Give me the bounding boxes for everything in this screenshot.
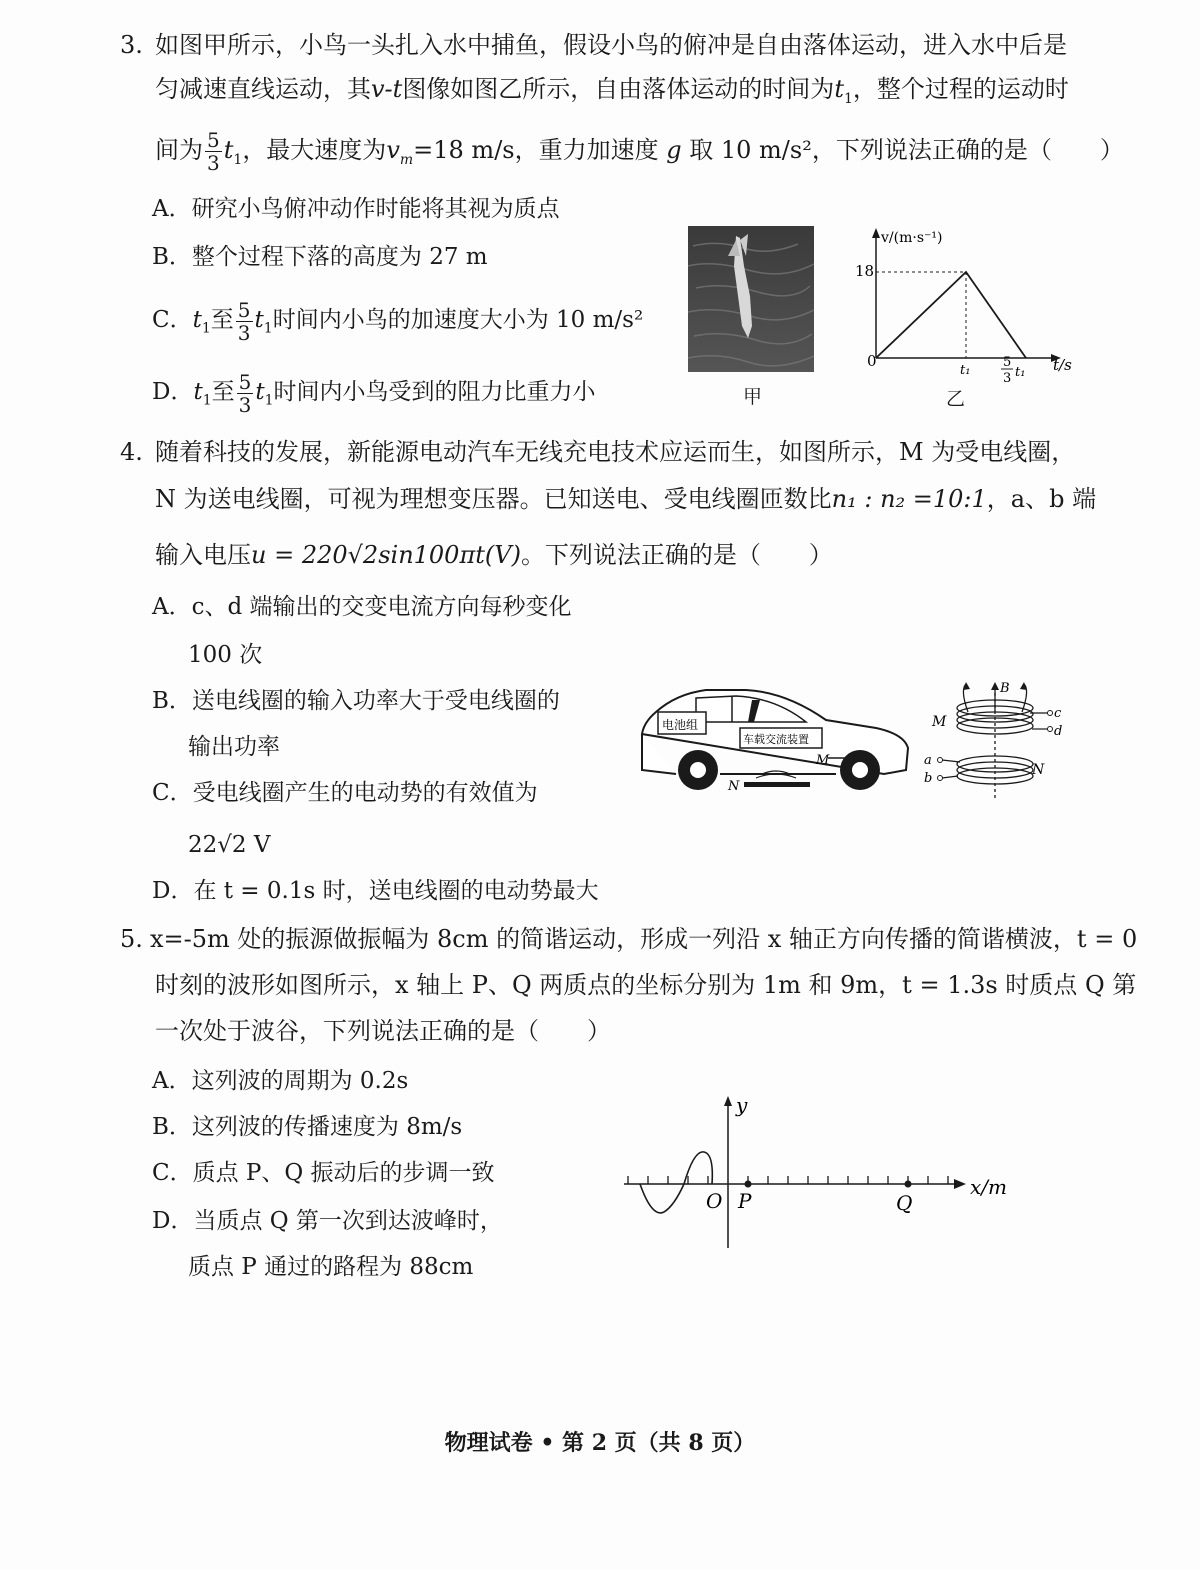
battery-label: 电池组 xyxy=(662,718,699,732)
car-m-label: M xyxy=(816,753,830,768)
q5-line-2: 时刻的波形如图所示，x 轴上 P、Q 两质点的坐标分别为 1m 和 9m，t = 1.3s 时质点 Q 第 xyxy=(155,971,1137,999)
q3-line-2: 匀减速直线运动，其v-t图像如图乙所示，自由落体运动的时间为$t_1$，整个过程的运动时 xyxy=(155,75,1069,107)
coil-c-label: c xyxy=(1054,706,1062,721)
q4-option-b[interactable]: B．送电线圈的输入功率大于受电线圈的 xyxy=(152,688,560,714)
coil-m-label: M xyxy=(932,714,947,730)
q4-option-a[interactable]: A．c、d 端输出的交变电流方向每秒变化 xyxy=(152,594,572,620)
v-tick-18: 18 xyxy=(855,262,875,280)
q4-option-b-cont: 输出功率 xyxy=(188,734,280,760)
vt-line xyxy=(876,272,1026,358)
coil-n-label: N xyxy=(1032,762,1045,778)
q5-option-d[interactable]: D．当质点 Q 第一次到达波峰时， xyxy=(152,1208,503,1234)
coil-b-terminal-label: b xyxy=(924,771,933,786)
t-tick-t1: t₁ xyxy=(960,363,971,378)
coil-d-label: d xyxy=(1054,724,1063,739)
q3-option-b[interactable]: B．整个过程下落的高度为 27 m xyxy=(152,244,488,270)
t-tick-3: 3 xyxy=(1003,371,1012,386)
q4-option-d[interactable]: D．在 t = 0.1s 时，送电线圈的电动势最大 xyxy=(152,878,599,904)
q4-line-2: N 为送电线圈，可视为理想变压器。已知送电、受电线圈匝数比n₁ : n₂ =10:1，a、b 端 xyxy=(155,485,1097,513)
q4-option-a-cont: 100 次 xyxy=(188,642,263,668)
v-axis-arrow xyxy=(872,228,880,238)
fraction-5-3: $\frac{5}{3}$ xyxy=(207,128,220,175)
x-axis-ticks xyxy=(628,1176,948,1184)
q-label: Q xyxy=(896,1191,913,1215)
v-axis-label: v/(m·s⁻¹) xyxy=(881,230,943,246)
p-label: P xyxy=(738,1189,752,1213)
q3-line-3: 间为 $\frac{5}{3}$ $t_1$，最大速度为$v_m=18$ m/s，重力加速度 g 取 10 m/s²，下列说法正确的是（ ） xyxy=(155,128,1124,175)
question-number-4: 4. xyxy=(120,438,143,466)
point-q xyxy=(905,1181,912,1188)
figure-label-yi: 乙 xyxy=(946,388,966,410)
q4-option-c[interactable]: C．受电线圈产生的电动势的有效值为 xyxy=(152,780,538,806)
x-axis-arrow xyxy=(954,1179,966,1189)
waveform xyxy=(640,1152,712,1213)
q5-option-c[interactable]: C．质点 P、Q 振动后的步调一致 xyxy=(152,1160,495,1186)
question-number-3: 3. xyxy=(120,31,143,59)
y-axis-label: y xyxy=(736,1093,748,1117)
bird-photo xyxy=(688,226,814,372)
coil-a-label: a xyxy=(924,753,932,768)
coil-diagram xyxy=(920,680,1070,802)
origin-label: 0 xyxy=(867,352,877,370)
q5-line-3: 一次处于波谷，下列说法正确的是（ ） xyxy=(155,1017,611,1045)
device-label: 车载交流装置 xyxy=(743,733,809,746)
svg-text:t₁: t₁ xyxy=(1015,365,1026,380)
t-axis-label: t/s xyxy=(1053,356,1072,374)
q3-option-d[interactable]: D．$t_1$至 $\frac{5}{3}$ $t_1$时间内小鸟受到的阻力比重力小 xyxy=(152,369,596,417)
coil-b-label: B xyxy=(1000,681,1010,696)
car-n-label: N xyxy=(728,779,740,794)
x-axis-label: x/m xyxy=(970,1175,1007,1199)
q3-option-a[interactable]: A．研究小鸟俯冲动作时能将其视为质点 xyxy=(152,196,560,222)
figure-label-jia: 甲 xyxy=(743,386,763,408)
question-number-5: 5. xyxy=(120,925,143,953)
q5-option-d-cont: 质点 P 通过的路程为 88cm xyxy=(188,1254,474,1280)
point-p xyxy=(745,1181,752,1188)
t-tick-5: 5 xyxy=(1003,355,1012,370)
q3-vt: v-t xyxy=(371,75,403,103)
q4-option-c-cont: 22√2 V xyxy=(188,832,271,858)
vt-graph xyxy=(845,222,1075,392)
page-footer: 物理试卷 • 第 2 页（共 8 页） xyxy=(444,1430,756,1456)
wave-diagram xyxy=(618,1090,1018,1250)
q4-line-3: 输入电压u = 220√2sin100πt(V)。下列说法正确的是（ ） xyxy=(155,541,833,569)
q4-line-1: 随着科技的发展，新能源电动汽车无线充电技术应运而生，如图所示，M 为受电线圈， xyxy=(155,438,1076,466)
car-wireless-charging-diagram xyxy=(636,682,916,797)
q3-line-1: 如图甲所示，小鸟一头扎入水中捕鱼，假设小鸟的俯冲是自由落体运动，进入水中后是 xyxy=(155,31,1067,59)
q5-line-1: x=-5m 处的振源做振幅为 8cm 的简谐运动，形成一列沿 x 轴正方向传播的简谐横波，t = 0 xyxy=(150,925,1138,953)
q3-option-c[interactable]: C．$t_1$至 $\frac{5}{3}$ $t_1$时间内小鸟的加速度大小为 10 m/s² xyxy=(152,297,644,345)
q5-option-a[interactable]: A．这列波的周期为 0.2s xyxy=(152,1068,409,1094)
q5-option-b[interactable]: B．这列波的传播速度为 8m/s xyxy=(152,1114,463,1140)
y-axis-arrow xyxy=(724,1096,732,1106)
ground-coil-n xyxy=(744,782,810,787)
origin-o-label: O xyxy=(706,1189,723,1213)
